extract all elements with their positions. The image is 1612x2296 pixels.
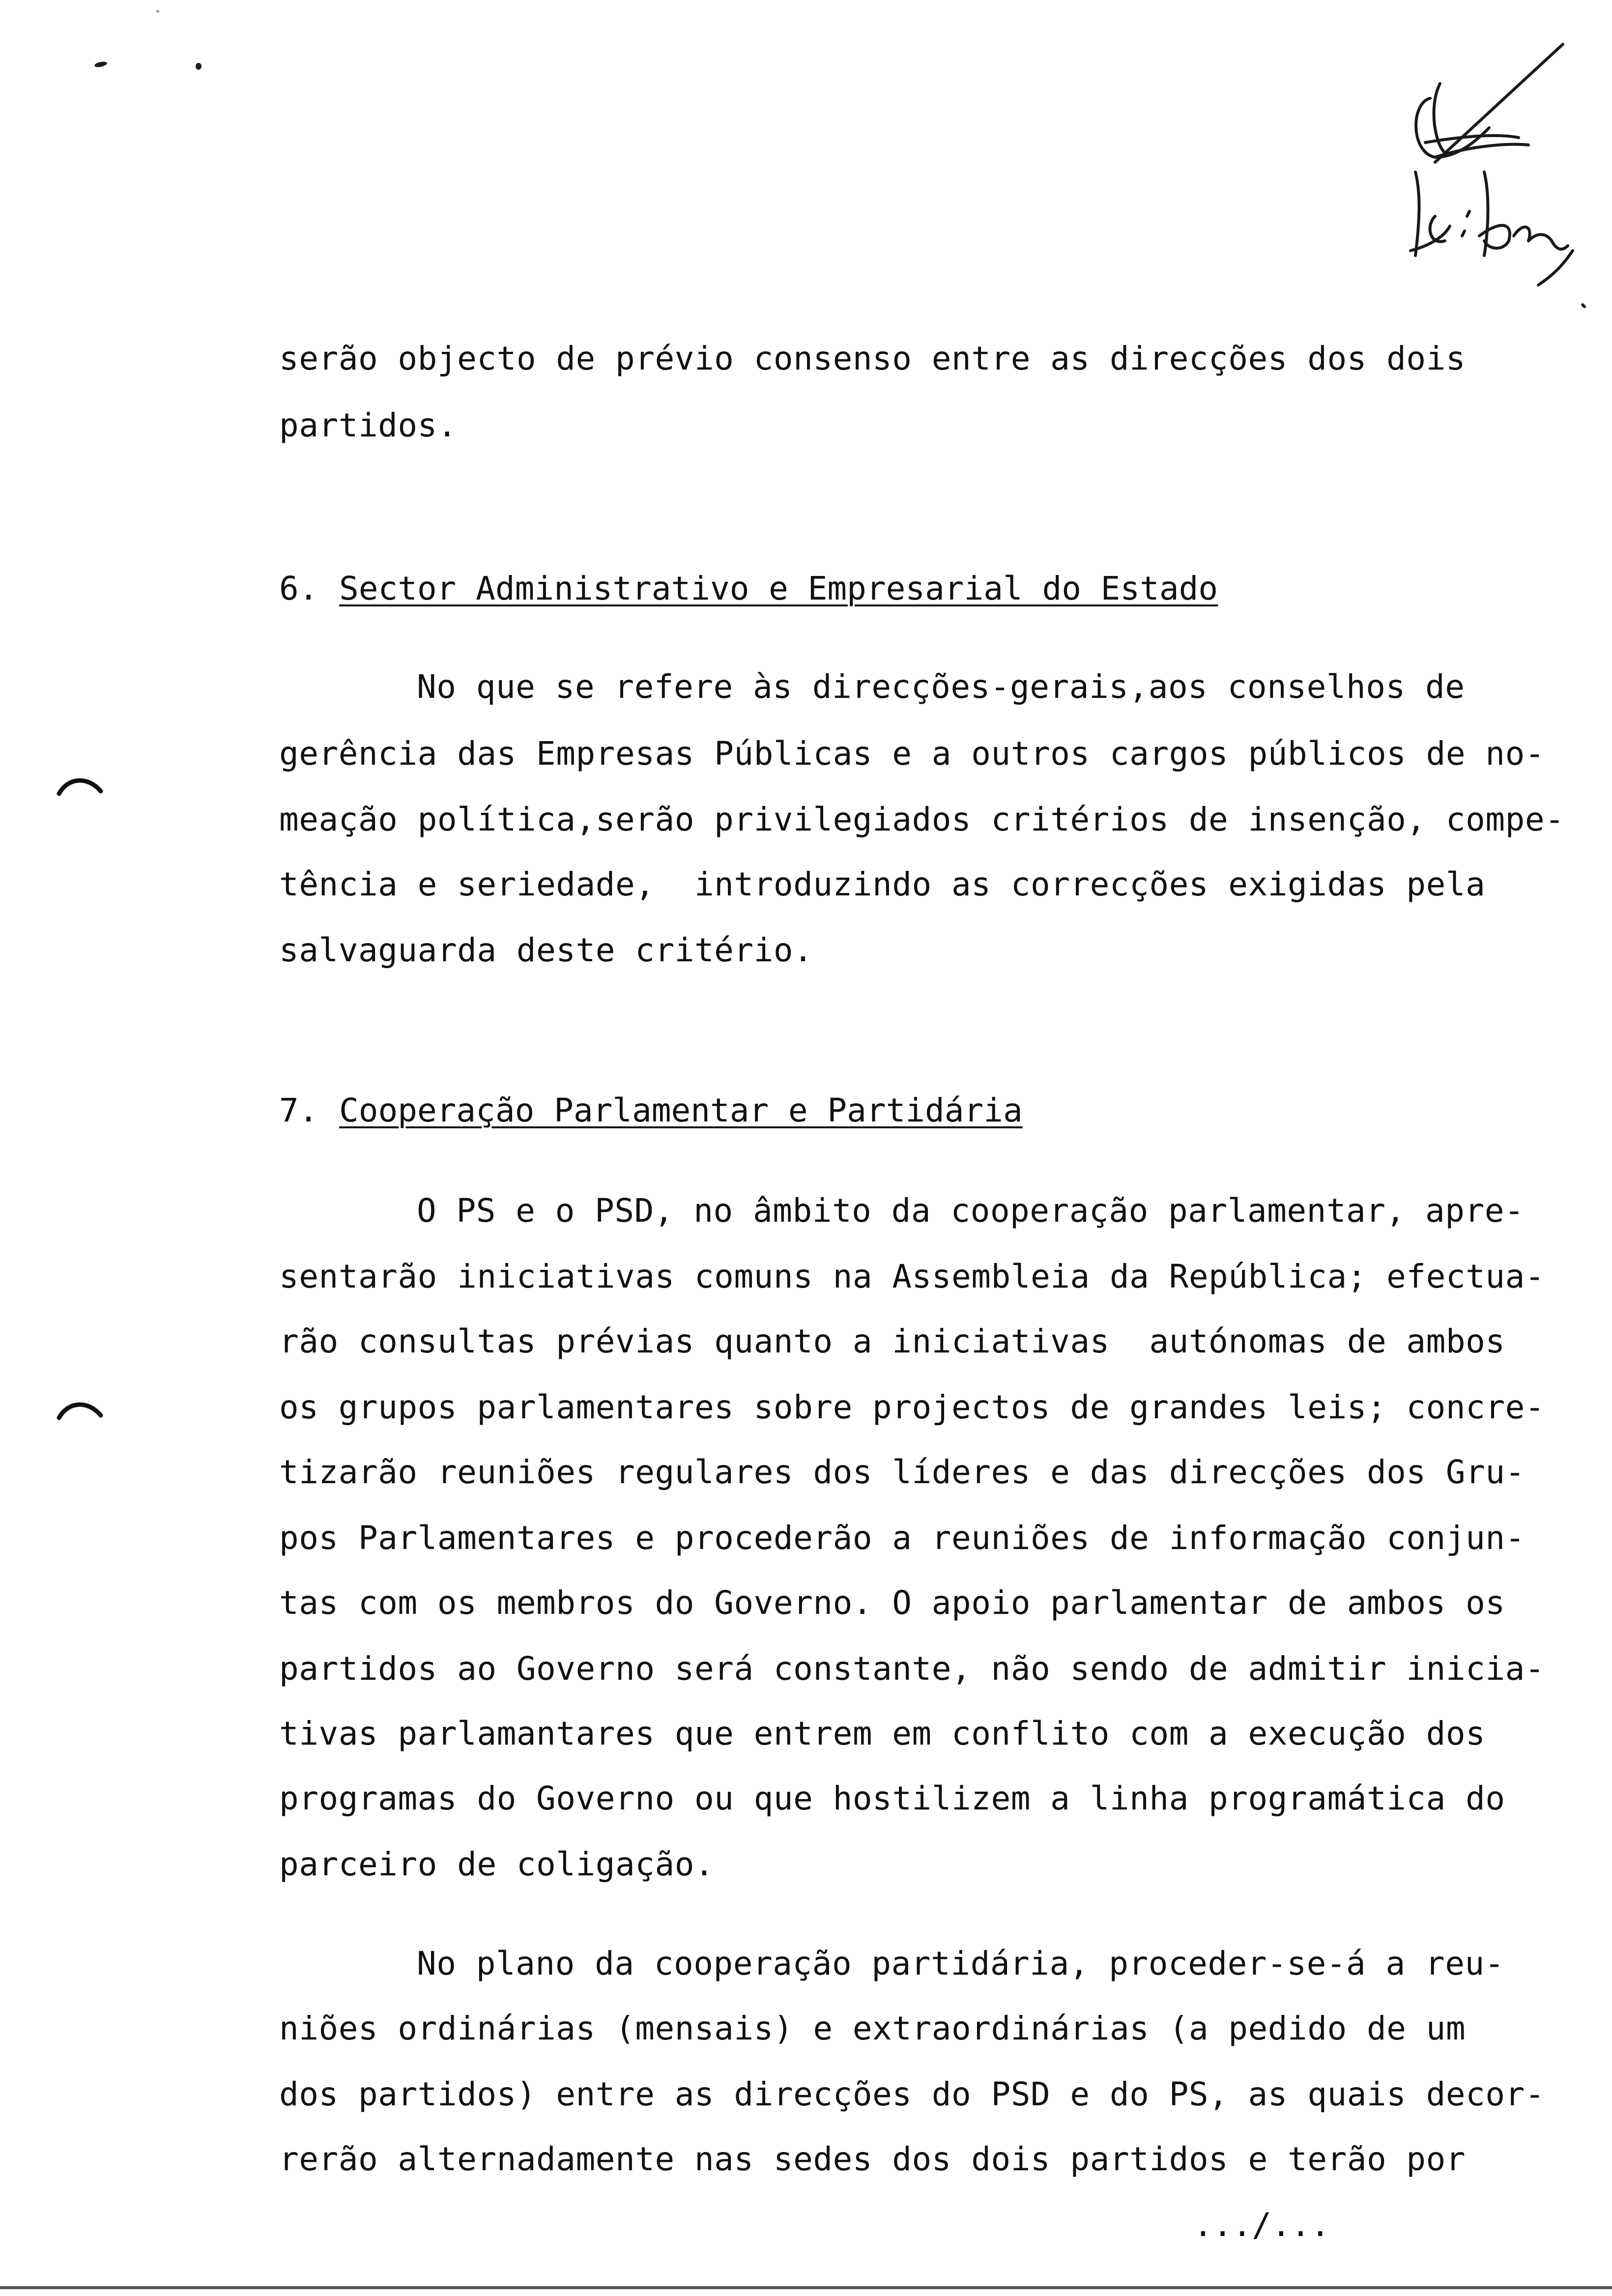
section-7-title: Cooperação Parlamentar e Partidária <box>339 1091 1023 1129</box>
text-line: tivas parlamantares que entrem em conflito com a execução dos <box>279 1715 1486 1752</box>
text-line: tas com os membros do Governo. O apoio parlamentar de ambos os <box>279 1584 1505 1622</box>
scan-speck <box>156 10 159 13</box>
page-bottom-edge <box>0 2286 1612 2289</box>
section-6-number: 6. <box>279 570 318 607</box>
text-line: os grupos parlamentares sobre projectos de grandes leis; concre- <box>279 1388 1545 1426</box>
section-6-title: Sector Administrativo e Empresarial do Estado <box>339 570 1218 607</box>
text-line: partidos. <box>279 406 458 444</box>
punch-mark <box>54 1396 108 1425</box>
text-line: parceiro de coligação. <box>279 1845 715 1883</box>
text-line: rão consultas prévias quanto a iniciativas autónomas de ambos <box>279 1322 1505 1360</box>
signature-image <box>1366 39 1592 315</box>
text-line: dos partidos) entre as direcções do PSD e do PS, as quais decor- <box>279 2075 1545 2113</box>
text-line: meação política,serão privilegiados critérios de insenção, compe- <box>279 801 1565 838</box>
text-line: pos Parlamentares e procederão a reuniões de informação conjun- <box>279 1519 1525 1557</box>
text-line: No que se refere às direcções-gerais,aos conselhos de <box>417 668 1465 706</box>
text-line: serão objecto de prévio consenso entre as direcções dos dois <box>279 340 1466 377</box>
text-line: programas do Governo ou que hostilizem a linha programática do <box>279 1779 1505 1817</box>
text-line: O PS e o PSD, no âmbito da cooperação parlamentar, apre- <box>417 1192 1525 1230</box>
punch-mark <box>54 772 108 801</box>
text-line: sentarão iniciativas comuns na Assembleia da República; efectua- <box>279 1258 1545 1295</box>
text-line: partidos ao Governo será constante, não sendo de admitir inicia- <box>279 1650 1545 1688</box>
text-line: salvaguarda deste critério. <box>279 931 813 969</box>
continuation-marker: .../... <box>1193 2206 1330 2244</box>
section-7-number: 7. <box>279 1091 318 1129</box>
text-line: rerão alternadamente nas sedes dos dois partidos e terão por <box>279 2140 1466 2178</box>
text-line: gerência das Empresas Públicas e a outros cargos públicos de no- <box>279 735 1545 773</box>
text-line: tência e seriedade, introduzindo as correcções exigidas pela <box>279 865 1486 903</box>
scan-speck <box>196 63 202 70</box>
scan-speck <box>94 60 108 68</box>
text-line: No plano da cooperação partidária, proceder-se-á a reu- <box>417 1945 1504 1982</box>
text-line: niões ordinárias (mensais) e extraordinárias (a pedido de um <box>279 2009 1466 2047</box>
text-line: tizarão reuniões regulares dos líderes e das direcções dos Gru- <box>279 1453 1525 1491</box>
